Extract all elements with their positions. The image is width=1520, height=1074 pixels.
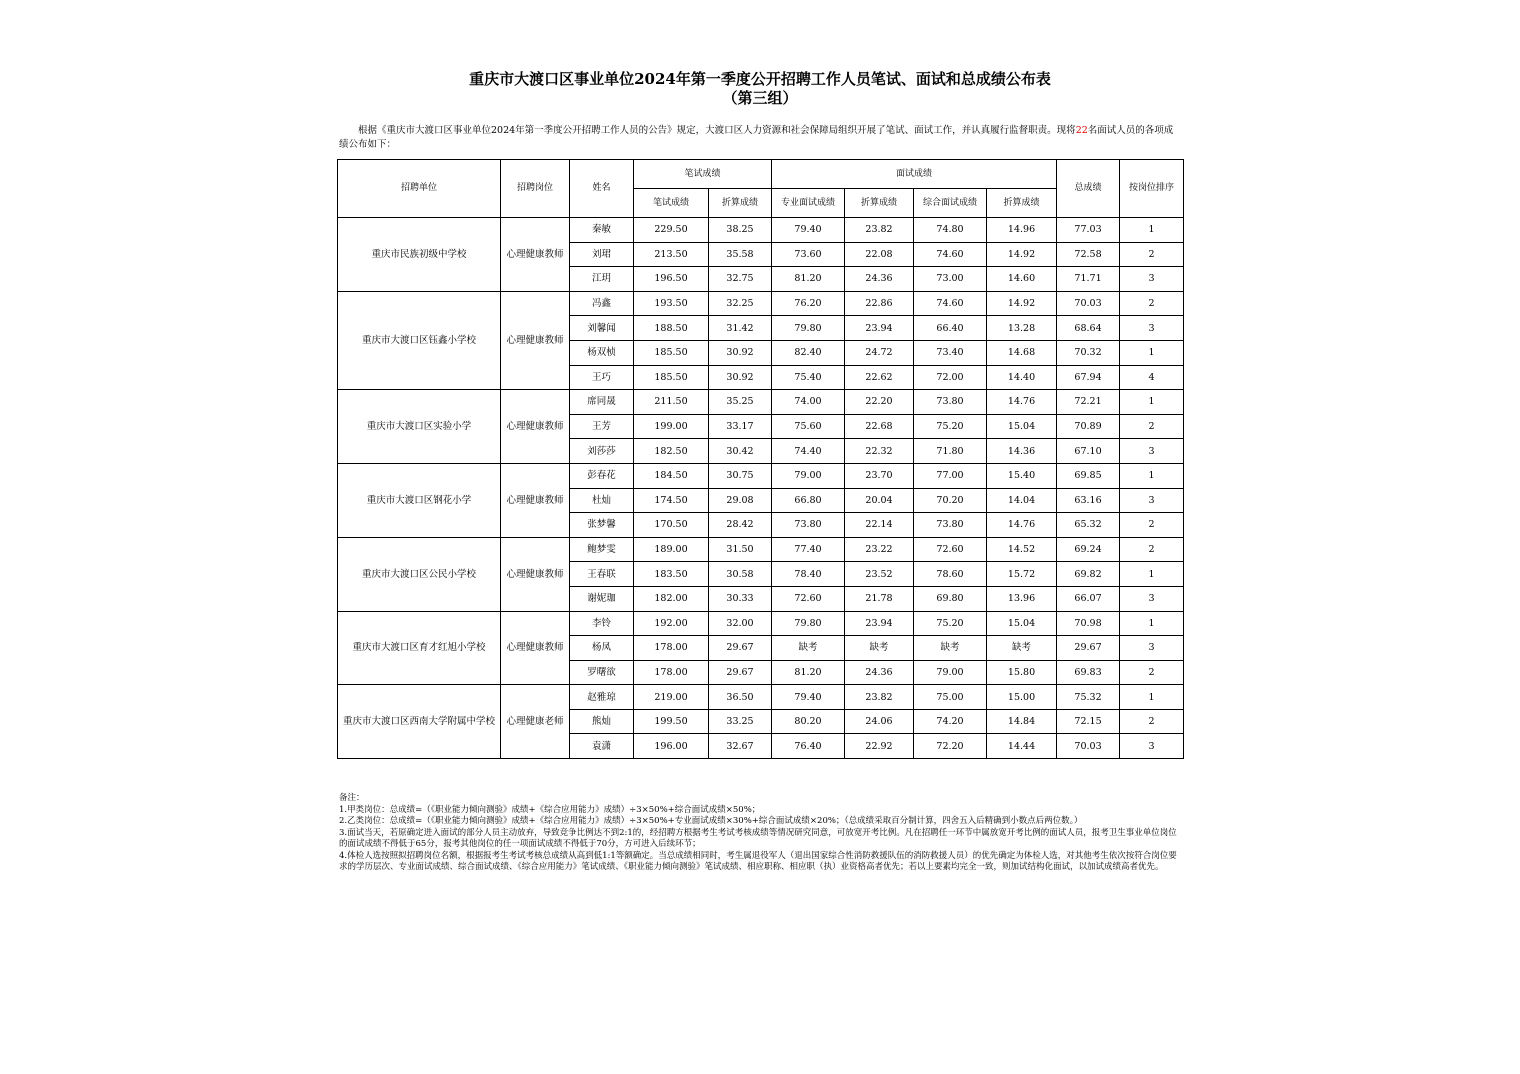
pro-interview-cell: 77.40 <box>772 537 845 562</box>
written-converted-cell: 29.67 <box>709 636 772 661</box>
name-cell: 李铃 <box>570 611 634 636</box>
rank-cell: 3 <box>1120 586 1184 611</box>
comp-converted-cell: 15.00 <box>987 685 1057 710</box>
comp-converted-cell: 14.76 <box>987 513 1057 538</box>
pro-interview-cell: 80.20 <box>772 709 845 734</box>
total-cell: 72.21 <box>1057 390 1120 415</box>
written-converted-cell: 29.67 <box>709 660 772 685</box>
written-converted-cell: 30.92 <box>709 365 772 390</box>
header-pro-interview: 专业面试成绩 <box>772 189 845 218</box>
score-table <box>337 159 1184 759</box>
comp-converted-cell: 13.96 <box>987 586 1057 611</box>
comp-converted-cell: 14.68 <box>987 340 1057 365</box>
pro-interview-cell: 76.40 <box>772 734 845 759</box>
pro-converted-cell: 23.94 <box>845 611 914 636</box>
total-cell: 70.03 <box>1057 734 1120 759</box>
comp-converted-cell: 15.40 <box>987 463 1057 488</box>
table-row <box>338 218 1184 243</box>
comp-converted-cell: 14.92 <box>987 291 1057 316</box>
name-cell: 刘馨闻 <box>570 316 634 341</box>
rank-cell: 3 <box>1120 267 1184 292</box>
written-converted-cell: 30.33 <box>709 586 772 611</box>
name-cell: 杨双桢 <box>570 340 634 365</box>
page-title <box>0 70 1520 108</box>
pro-interview-cell: 73.60 <box>772 242 845 267</box>
post-cell: 心理健康教师 <box>501 218 570 292</box>
total-cell: 69.83 <box>1057 660 1120 685</box>
comp-interview-cell: 73.80 <box>914 513 987 538</box>
rank-cell: 3 <box>1120 488 1184 513</box>
written-converted-cell: 30.58 <box>709 562 772 587</box>
intro-text-before: 根据《重庆市大渡口区事业单位2024年第一季度公开招聘工作人员的公告》规定，大渡口区人力资源和社会保障局组织开展了笔试、面试工作，并认真履行监督职责。现将 <box>358 125 1076 136</box>
name-cell: 罗曙欲 <box>570 660 634 685</box>
rank-cell: 1 <box>1120 611 1184 636</box>
written-converted-cell: 38.25 <box>709 218 772 243</box>
header-comp-converted: 折算成绩 <box>987 189 1057 218</box>
name-cell: 鲍梦雯 <box>570 537 634 562</box>
pro-converted-cell: 22.92 <box>845 734 914 759</box>
note-item: 4.体检人选按照拟招聘岗位名额，根据报考生考试考核总成绩从高到低1:1等额确定。当总成绩相同时，考生属退役军人（退出国家综合性消防救援队伍的消防救援人员）的优先确定为体检人选，对其他考生依次按符合岗位要求的学历层次、专业面试成绩、综合面试成绩、《综合应用能力》笔试成绩、《职业能力倾向测验》笔试成绩、相应职称、相应职（执）业资格高者优先；若以上要素均完全一致，则加试结构化面试，以加试成绩高者优先。 <box>339 850 1177 872</box>
table-row <box>338 685 1184 710</box>
rank-cell: 3 <box>1120 316 1184 341</box>
comp-converted-cell: 14.60 <box>987 267 1057 292</box>
written-score-cell: 178.00 <box>634 636 709 661</box>
pro-converted-cell: 23.70 <box>845 463 914 488</box>
comp-converted-cell: 14.96 <box>987 218 1057 243</box>
pro-converted-cell: 24.72 <box>845 340 914 365</box>
written-score-cell: 192.00 <box>634 611 709 636</box>
comp-interview-cell: 66.40 <box>914 316 987 341</box>
total-cell: 29.67 <box>1057 636 1120 661</box>
total-cell: 70.32 <box>1057 340 1120 365</box>
written-converted-cell: 32.75 <box>709 267 772 292</box>
intro-text-after: 名面试人员的各项成绩公布如下： <box>339 125 1174 150</box>
header-total: 总成绩 <box>1057 160 1120 218</box>
name-cell: 刘珺 <box>570 242 634 267</box>
total-cell: 70.03 <box>1057 291 1120 316</box>
comp-interview-cell: 70.20 <box>914 488 987 513</box>
pro-converted-cell: 24.36 <box>845 660 914 685</box>
written-score-cell: 170.50 <box>634 513 709 538</box>
unit-cell: 重庆市大渡口区实验小学 <box>338 390 501 464</box>
table-row <box>338 611 1184 636</box>
written-converted-cell: 30.92 <box>709 340 772 365</box>
name-cell: 谢妮珈 <box>570 586 634 611</box>
rank-cell: 2 <box>1120 660 1184 685</box>
written-converted-cell: 32.00 <box>709 611 772 636</box>
comp-converted-cell: 14.52 <box>987 537 1057 562</box>
total-cell: 75.32 <box>1057 685 1120 710</box>
unit-cell: 重庆市大渡口区育才红旭小学校 <box>338 611 501 685</box>
pro-interview-cell: 66.80 <box>772 488 845 513</box>
written-converted-cell: 28.42 <box>709 513 772 538</box>
header-comp-interview: 综合面试成绩 <box>914 189 987 218</box>
name-cell: 江玥 <box>570 267 634 292</box>
rank-cell: 1 <box>1120 685 1184 710</box>
rank-cell: 3 <box>1120 734 1184 759</box>
rank-cell: 3 <box>1120 439 1184 464</box>
pro-interview-cell: 73.80 <box>772 513 845 538</box>
pro-interview-cell: 81.20 <box>772 267 845 292</box>
pro-converted-cell: 22.68 <box>845 414 914 439</box>
name-cell: 赵雅琼 <box>570 685 634 710</box>
pro-interview-cell: 78.40 <box>772 562 845 587</box>
rank-cell: 2 <box>1120 414 1184 439</box>
note-item: 1.甲类岗位：总成绩=（《职业能力倾向测验》成绩+《综合应用能力》成绩）÷3×50%+综合面试成绩×50%； <box>339 804 761 815</box>
pro-interview-cell: 79.80 <box>772 316 845 341</box>
name-cell: 王芳 <box>570 414 634 439</box>
name-cell: 王春联 <box>570 562 634 587</box>
comp-converted-cell: 15.80 <box>987 660 1057 685</box>
pro-converted-cell: 23.82 <box>845 685 914 710</box>
written-converted-cell: 36.50 <box>709 685 772 710</box>
written-score-cell: 196.00 <box>634 734 709 759</box>
rank-cell: 2 <box>1120 537 1184 562</box>
pro-interview-cell: 74.40 <box>772 439 845 464</box>
pro-interview-cell: 79.40 <box>772 685 845 710</box>
written-score-cell: 193.50 <box>634 291 709 316</box>
header-name: 姓名 <box>570 160 634 218</box>
pro-converted-cell: 22.32 <box>845 439 914 464</box>
comp-converted-cell: 15.04 <box>987 611 1057 636</box>
written-score-cell: 199.00 <box>634 414 709 439</box>
pro-interview-cell: 72.60 <box>772 586 845 611</box>
pro-converted-cell: 21.78 <box>845 586 914 611</box>
comp-interview-cell: 69.80 <box>914 586 987 611</box>
written-score-cell: 183.50 <box>634 562 709 587</box>
post-cell: 心理健康教师 <box>501 390 570 464</box>
header-written-converted: 折算成绩 <box>709 189 772 218</box>
comp-interview-cell: 73.00 <box>914 267 987 292</box>
comp-converted-cell: 14.40 <box>987 365 1057 390</box>
written-score-cell: 199.50 <box>634 709 709 734</box>
written-score-cell: 174.50 <box>634 488 709 513</box>
written-converted-cell: 32.67 <box>709 734 772 759</box>
pro-interview-cell: 75.60 <box>772 414 845 439</box>
comp-interview-cell: 74.20 <box>914 709 987 734</box>
unit-cell: 重庆市民族初级中学校 <box>338 218 501 292</box>
pro-interview-cell: 76.20 <box>772 291 845 316</box>
score-table-body <box>338 218 1184 759</box>
total-cell: 68.64 <box>1057 316 1120 341</box>
comp-interview-cell: 79.00 <box>914 660 987 685</box>
post-cell: 心理健康教师 <box>501 537 570 611</box>
rank-cell: 2 <box>1120 242 1184 267</box>
rank-cell: 1 <box>1120 340 1184 365</box>
total-cell: 65.32 <box>1057 513 1120 538</box>
comp-interview-cell: 72.60 <box>914 537 987 562</box>
header-interview-group: 面试成绩 <box>772 160 1057 189</box>
post-cell: 心理健康教师 <box>501 291 570 389</box>
pro-interview-cell: 79.40 <box>772 218 845 243</box>
name-cell: 熊灿 <box>570 709 634 734</box>
comp-interview-cell: 74.60 <box>914 291 987 316</box>
pro-interview-cell: 79.00 <box>772 463 845 488</box>
rank-cell: 1 <box>1120 463 1184 488</box>
written-converted-cell: 31.42 <box>709 316 772 341</box>
pro-converted-cell: 22.08 <box>845 242 914 267</box>
written-converted-cell: 29.08 <box>709 488 772 513</box>
header-post: 招聘岗位 <box>501 160 570 218</box>
comp-interview-cell: 73.80 <box>914 390 987 415</box>
pro-interview-cell: 82.40 <box>772 340 845 365</box>
comp-converted-cell: 14.76 <box>987 390 1057 415</box>
name-cell: 张梦馨 <box>570 513 634 538</box>
written-converted-cell: 33.17 <box>709 414 772 439</box>
rank-cell: 2 <box>1120 513 1184 538</box>
post-cell: 心理健康教师 <box>501 463 570 537</box>
header-pro-converted: 折算成绩 <box>845 189 914 218</box>
total-cell: 63.16 <box>1057 488 1120 513</box>
written-score-cell: 189.00 <box>634 537 709 562</box>
comp-interview-cell: 72.00 <box>914 365 987 390</box>
pro-converted-cell: 20.04 <box>845 488 914 513</box>
table-row <box>338 291 1184 316</box>
title-line-1: 重庆市大渡口区事业单位2024年第一季度公开招聘工作人员笔试、面试和总成绩公布表 <box>469 70 1051 88</box>
total-cell: 77.03 <box>1057 218 1120 243</box>
written-score-cell: 219.00 <box>634 685 709 710</box>
comp-interview-cell: 75.20 <box>914 414 987 439</box>
comp-interview-cell: 75.00 <box>914 685 987 710</box>
name-cell: 杨凤 <box>570 636 634 661</box>
table-row <box>338 463 1184 488</box>
name-cell: 王巧 <box>570 365 634 390</box>
pro-interview-cell: 74.00 <box>772 390 845 415</box>
comp-converted-cell: 14.84 <box>987 709 1057 734</box>
written-score-cell: 185.50 <box>634 365 709 390</box>
written-score-cell: 178.00 <box>634 660 709 685</box>
title-line-2: （第三组） <box>722 89 798 107</box>
rank-cell: 1 <box>1120 562 1184 587</box>
total-cell: 67.10 <box>1057 439 1120 464</box>
notes-section <box>339 793 1181 874</box>
pro-converted-cell: 24.36 <box>845 267 914 292</box>
note-item: 2.乙类岗位：总成绩=（《职业能力倾向测验》成绩+《综合应用能力》成绩）÷3×50%+专业面试成绩×30%+综合面试成绩×20%；（总成绩采取百分制计算，四舍五入后精确到小数点后两位数。） <box>339 816 1083 826</box>
rank-cell: 3 <box>1120 636 1184 661</box>
header-written-group: 笔试成绩 <box>634 160 772 189</box>
name-cell: 冯鑫 <box>570 291 634 316</box>
written-score-cell: 188.50 <box>634 316 709 341</box>
post-cell: 心理健康老师 <box>501 685 570 759</box>
table-row <box>338 537 1184 562</box>
unit-cell: 重庆市大渡口区公民小学校 <box>338 537 501 611</box>
header-written-score: 笔试成绩 <box>634 189 709 218</box>
written-score-cell: 182.00 <box>634 586 709 611</box>
unit-cell: 重庆市大渡口区西南大学附属中学校 <box>338 685 501 759</box>
comp-interview-cell: 71.80 <box>914 439 987 464</box>
total-cell: 67.94 <box>1057 365 1120 390</box>
written-converted-cell: 33.25 <box>709 709 772 734</box>
unit-cell: 重庆市大渡口区钢花小学 <box>338 463 501 537</box>
post-cell: 心理健康教师 <box>501 611 570 685</box>
written-converted-cell: 30.75 <box>709 463 772 488</box>
name-cell: 刘莎莎 <box>570 439 634 464</box>
name-cell: 席同晟 <box>570 390 634 415</box>
written-score-cell: 185.50 <box>634 340 709 365</box>
comp-interview-cell: 78.60 <box>914 562 987 587</box>
written-score-cell: 213.50 <box>634 242 709 267</box>
notes-heading: 备注： <box>339 793 365 803</box>
comp-converted-cell: 14.92 <box>987 242 1057 267</box>
pro-converted-cell: 22.86 <box>845 291 914 316</box>
pro-interview-cell: 81.20 <box>772 660 845 685</box>
pro-converted-cell: 24.06 <box>845 709 914 734</box>
written-converted-cell: 30.42 <box>709 439 772 464</box>
rank-cell: 1 <box>1120 218 1184 243</box>
total-cell: 69.24 <box>1057 537 1120 562</box>
comp-converted-cell: 14.04 <box>987 488 1057 513</box>
written-converted-cell: 35.58 <box>709 242 772 267</box>
total-cell: 70.98 <box>1057 611 1120 636</box>
comp-converted-cell: 15.04 <box>987 414 1057 439</box>
pro-converted-cell: 23.22 <box>845 537 914 562</box>
written-score-cell: 196.50 <box>634 267 709 292</box>
written-converted-cell: 35.25 <box>709 390 772 415</box>
unit-cell: 重庆市大渡口区钰鑫小学校 <box>338 291 501 389</box>
intro-paragraph <box>339 124 1181 152</box>
header-unit: 招聘单位 <box>338 160 501 218</box>
total-cell: 69.82 <box>1057 562 1120 587</box>
total-cell: 69.85 <box>1057 463 1120 488</box>
table-row <box>338 390 1184 415</box>
total-cell: 72.15 <box>1057 709 1120 734</box>
pro-converted-cell: 22.62 <box>845 365 914 390</box>
pro-converted-cell: 23.94 <box>845 316 914 341</box>
pro-converted-cell: 23.82 <box>845 218 914 243</box>
intro-count: 22 <box>1075 125 1088 136</box>
comp-interview-cell: 75.20 <box>914 611 987 636</box>
comp-interview-cell: 74.80 <box>914 218 987 243</box>
comp-interview-cell: 缺考 <box>914 636 987 661</box>
written-converted-cell: 32.25 <box>709 291 772 316</box>
pro-converted-cell: 22.20 <box>845 390 914 415</box>
pro-converted-cell: 23.52 <box>845 562 914 587</box>
rank-cell: 4 <box>1120 365 1184 390</box>
comp-interview-cell: 72.20 <box>914 734 987 759</box>
written-score-cell: 184.50 <box>634 463 709 488</box>
pro-interview-cell: 缺考 <box>772 636 845 661</box>
name-cell: 秦敏 <box>570 218 634 243</box>
comp-converted-cell: 14.44 <box>987 734 1057 759</box>
comp-interview-cell: 77.00 <box>914 463 987 488</box>
rank-cell: 2 <box>1120 291 1184 316</box>
comp-converted-cell: 缺考 <box>987 636 1057 661</box>
comp-interview-cell: 74.60 <box>914 242 987 267</box>
total-cell: 72.58 <box>1057 242 1120 267</box>
comp-converted-cell: 13.28 <box>987 316 1057 341</box>
written-score-cell: 211.50 <box>634 390 709 415</box>
rank-cell: 1 <box>1120 390 1184 415</box>
comp-interview-cell: 73.40 <box>914 340 987 365</box>
written-score-cell: 182.50 <box>634 439 709 464</box>
name-cell: 彭春花 <box>570 463 634 488</box>
total-cell: 70.89 <box>1057 414 1120 439</box>
rank-cell: 2 <box>1120 709 1184 734</box>
header-rank: 按岗位排序 <box>1120 160 1184 218</box>
pro-interview-cell: 75.40 <box>772 365 845 390</box>
pro-interview-cell: 79.80 <box>772 611 845 636</box>
pro-converted-cell: 22.14 <box>845 513 914 538</box>
name-cell: 袁潇 <box>570 734 634 759</box>
written-score-cell: 229.50 <box>634 218 709 243</box>
comp-converted-cell: 14.36 <box>987 439 1057 464</box>
pro-converted-cell: 缺考 <box>845 636 914 661</box>
comp-converted-cell: 15.72 <box>987 562 1057 587</box>
written-converted-cell: 31.50 <box>709 537 772 562</box>
total-cell: 71.71 <box>1057 267 1120 292</box>
note-item: 3.面试当天，若原确定进入面试的部分人员主动放弃，导致竞争比例达不到2:1的，经招聘方根据考生考试考核成绩等情况研究同意，可放宽开考比例。凡在招聘任一环节中属放宽开考比例的面试人员，报考卫生事业单位岗位的面试成绩不得低于65分，报考其他岗位的任一项面试成绩不得低于70分，方可进入后续环节； <box>339 827 1177 849</box>
total-cell: 66.07 <box>1057 586 1120 611</box>
name-cell: 杜灿 <box>570 488 634 513</box>
